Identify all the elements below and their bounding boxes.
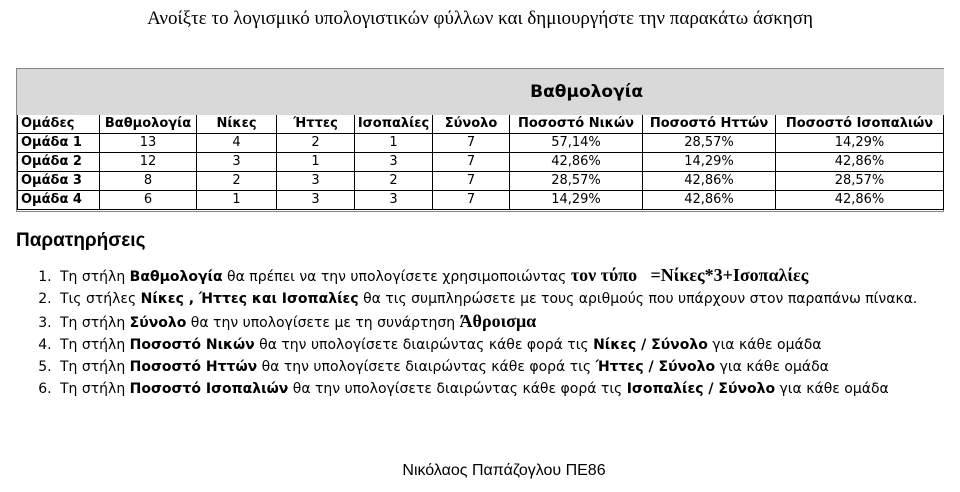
column-header[interactable]: Σύνολο (433, 115, 510, 134)
column-header[interactable]: Ομάδες (18, 115, 100, 134)
note-bold: Ήττες / Σύνολο (595, 359, 716, 375)
note-bold: Σύνολο (129, 315, 187, 331)
note-bold: Ποσοστό Ισοπαλιών (129, 381, 289, 397)
table-cell[interactable]: 42,86% (643, 172, 776, 191)
column-header[interactable]: Ισοπαλίες (355, 115, 433, 134)
list-item (56, 310, 956, 334)
note-text: θα την υπολογίσετε διαιρώντας κάθε φορά τις (288, 381, 627, 397)
list-item (56, 288, 956, 310)
note-text: θα την υπολογίσετε διαιρώντας κάθε φορά τις (257, 359, 596, 375)
table-cell[interactable]: 1 (197, 191, 277, 210)
note-bold: Ποσοστό Νικών (129, 337, 255, 353)
table-cell[interactable]: 3 (277, 172, 355, 191)
table-cell[interactable]: 2 (355, 172, 433, 191)
note-text: για κάθε ομάδα (715, 359, 829, 375)
table-cell[interactable]: 3 (355, 191, 433, 210)
table-cell[interactable]: 13 (100, 134, 197, 153)
note-text: Τις στήλες (60, 291, 141, 307)
note-bold: Ισοπαλίες / Σύνολο (626, 381, 776, 397)
note-text: Τη στήλη (60, 315, 130, 331)
table-cell[interactable]: 3 (355, 153, 433, 172)
list-item (56, 356, 956, 378)
column-header[interactable]: Ποσοστό Νικών (510, 115, 643, 134)
score-table (17, 69, 944, 210)
note-bold: Νίκες , Ήττες και Ισοπαλίες (140, 291, 359, 307)
table-cell[interactable]: 3 (277, 191, 355, 210)
table-row (18, 134, 944, 153)
spreadsheet-table (16, 68, 944, 212)
table-cell[interactable]: 42,86% (776, 153, 944, 172)
observations-list (36, 264, 956, 400)
table-cell[interactable]: 28,57% (643, 134, 776, 153)
table-cell[interactable]: 42,86% (510, 153, 643, 172)
table-row (18, 172, 944, 191)
note-text: για κάθε ομάδα (775, 381, 889, 397)
table-cell[interactable]: 7 (433, 191, 510, 210)
table-cell[interactable]: 12 (100, 153, 197, 172)
table-cell[interactable]: 3 (197, 153, 277, 172)
note-text: Τη στήλη (60, 381, 130, 397)
column-header[interactable]: Ποσοστό Ισοπαλιών (776, 115, 944, 134)
table-cell[interactable]: Ομάδα 2 (18, 153, 100, 172)
table-cell[interactable]: Ομάδα 4 (18, 191, 100, 210)
list-item (56, 334, 956, 356)
page-heading: Ανοίξτε το λογισμικό υπολογιστικών φύλλων και δημιουργήστε την παρακάτω άσκηση (147, 8, 813, 29)
note-bold: Ποσοστό Ηττών (129, 359, 258, 375)
table-cell[interactable]: 2 (197, 172, 277, 191)
table-cell[interactable]: 14,29% (510, 191, 643, 210)
note-formula-label: τον τύπο (570, 265, 638, 285)
column-header[interactable]: Νίκες (197, 115, 277, 134)
table-cell[interactable]: 6 (100, 191, 197, 210)
author-signature: Νικόλαος Παπάζογλου ΠΕ86 (402, 462, 606, 479)
note-text: θα πρέπει να την υπολογίσετε χρησιμοποιώντας (222, 269, 571, 285)
table-cell[interactable]: 1 (355, 134, 433, 153)
table-cell[interactable]: 7 (433, 172, 510, 191)
table-cell[interactable]: 8 (100, 172, 197, 191)
table-cell[interactable]: 2 (277, 134, 355, 153)
table-header-row (18, 115, 944, 134)
column-header[interactable]: Βαθμολογία (100, 115, 197, 134)
table-cell[interactable]: 7 (433, 153, 510, 172)
table-cell[interactable]: 7 (433, 134, 510, 153)
list-item (56, 264, 956, 288)
table-cell[interactable]: 57,14% (510, 134, 643, 153)
table-cell[interactable]: 42,86% (776, 191, 944, 210)
column-header[interactable]: Ποσοστό Ηττών (643, 115, 776, 134)
note-bold: Νίκες / Σύνολο (593, 337, 708, 353)
note-text: θα τις συμπληρώσετε με τους αριθμούς που υπάρχουν στον παραπάνω πίνακα. (358, 291, 918, 307)
table-cell[interactable]: Ομάδα 3 (18, 172, 100, 191)
note-bold: Βαθμολογία (129, 269, 223, 285)
note-text: Τη στήλη (60, 337, 130, 353)
table-cell[interactable]: 14,29% (643, 153, 776, 172)
table-row (18, 191, 944, 210)
observations-title: Παρατηρήσεις (16, 230, 146, 251)
table-cell[interactable]: Ομάδα 1 (18, 134, 100, 153)
note-text: Τη στήλη (60, 359, 130, 375)
table-cell[interactable]: 1 (277, 153, 355, 172)
table-cell[interactable]: 42,86% (643, 191, 776, 210)
table-title[interactable]: Βαθμολογία (18, 70, 944, 115)
note-text: για κάθε ομάδα (707, 337, 822, 353)
note-text: θα την υπολογίσετε με τη συνάρτηση (186, 315, 460, 331)
table-cell[interactable]: 28,57% (510, 172, 643, 191)
column-header[interactable]: Ήττες (277, 115, 355, 134)
note-function: Άθροισμα (459, 311, 537, 331)
table-cell[interactable]: 4 (197, 134, 277, 153)
table-row (18, 153, 944, 172)
note-formula: =Νίκες*3+Ισοπαλίες (650, 265, 809, 285)
list-item (56, 378, 956, 400)
table-cell[interactable]: 28,57% (776, 172, 944, 191)
table-title-row (18, 70, 944, 115)
note-text: θα την υπολογίσετε διαιρώντας κάθε φορά τις (254, 337, 594, 353)
note-text: Τη στήλη (60, 269, 130, 285)
table-cell[interactable]: 14,29% (776, 134, 944, 153)
